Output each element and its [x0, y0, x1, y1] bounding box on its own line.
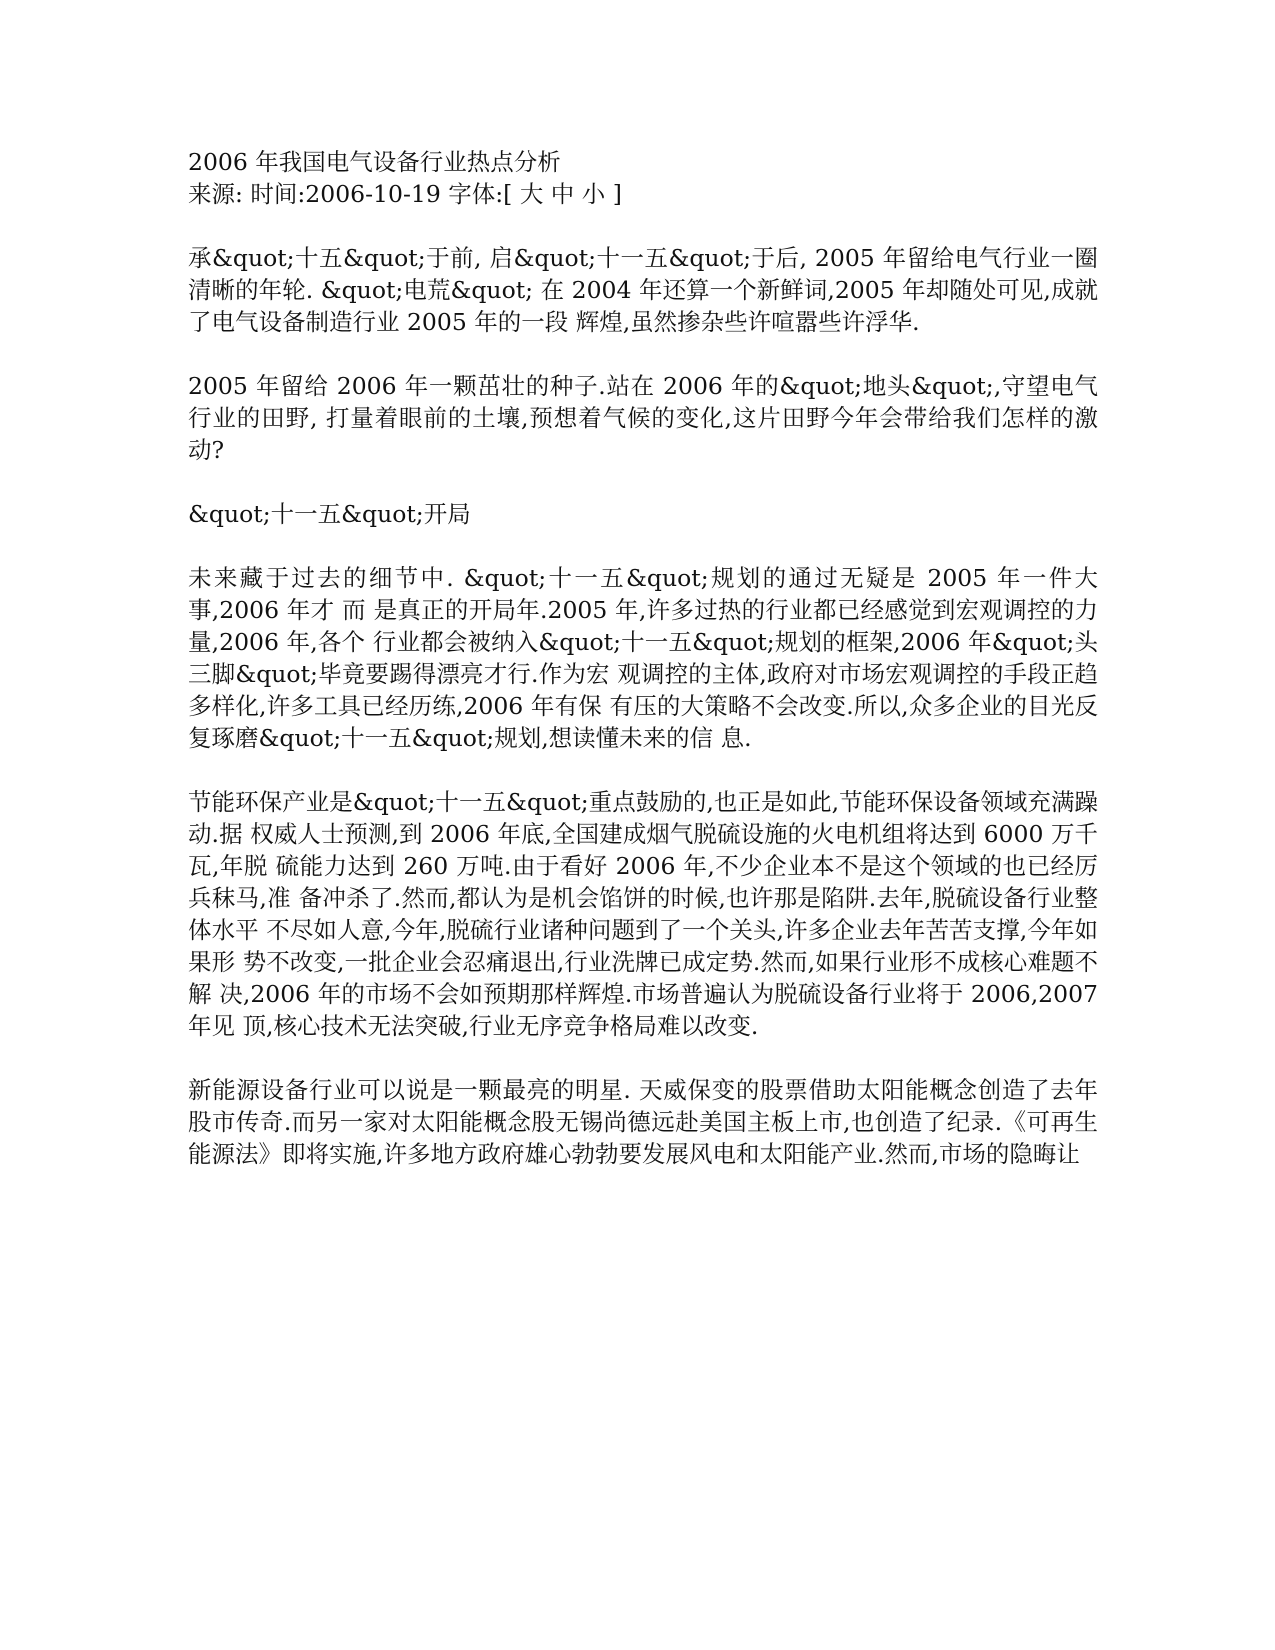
paragraph-energy-saving: 节能环保产业是&quot;十一五&quot;重点鼓励的,也正是如此,节能环保设备领域充满躁动.据 权威人士预测,到 2006 年底,全国建成烟气脱硫设施的火电机组将达到 6000 万千瓦,年脱 硫能力达到 260 万吨.由于看好 2006 年,不少企业本不是这个领域的也已经厉兵秣马,准 备冲杀了.然而,都认为是机会馅饼的时候,也许那是陷阱.去年,脱硫设备行业整体水平 不尽如人意,今年,脱硫行业诸种问题到了一个关头,许多企业去年苦苦支撑,今年如果形 势不改变,一批企业会忍痛退出,行业洗牌已成定势.然而,如果行业形不成核心难题不解 决,2006 年的市场不会如预期那样辉煌.市场普遍认为脱硫设备行业将于 2006,2007 年见 顶,核心技术无法突破,行业无序竞争格局难以改变. — [188, 788, 1098, 1040]
section-heading: &quot;十一五&quot;开局 — [188, 500, 471, 528]
paragraph-planning: 未来藏于过去的细节中. &quot;十一五&quot;规划的通过无疑是 2005 年一件大事,2006 年才 而 是真正的开局年.2005 年,许多过热的行业都已经感觉到宏观调控的力量,2006 年,各个 行业都会被纳入&quot;十一五&quot;规划的框架,2006 年&quot;头三脚&quot;毕竟要踢得漂亮才行.作为宏 观调控的主体,政府对市场宏观调控的手段正趋多样化,许多工具已经历练,2006 年有保 有压的大策略不会改变.所以,众多企业的目光反复琢磨&quot;十一五&quot;规划,想读懂未来的信 息. — [188, 564, 1098, 752]
paragraph-outlook: 2005 年留给 2006 年一颗茁壮的种子.站在 2006 年的&quot;地头&quot;,守望电气行业的田野, 打量着眼前的土壤,预想着气候的变化,这片田野今年会带给我们怎样的激动? — [188, 372, 1098, 464]
article-meta-line: 来源: 时间:2006-10-19 字体:[ 大 中 小 ] — [188, 180, 622, 208]
article-title: 2006 年我国电气设备行业热点分析 — [188, 148, 561, 176]
spacer — [188, 210, 1098, 242]
article-body — [188, 146, 1098, 1202]
paragraph-new-energy: 新能源设备行业可以说是一颗最亮的明星. 天威保变的股票借助太阳能概念创造了去年 股市传奇.而另一家对太阳能概念股无锡尚德远赴美国主板上市,也创造了纪录.《可再生 能源法》即将实施,许多地方政府雄心勃勃要发展风电和太阳能产业.然而,市场的隐晦让 — [188, 1076, 1098, 1168]
paragraph-intro: 承&quot;十五&quot;于前, 启&quot;十一五&quot;于后, 2005 年留给电气行业一圈清晰的年轮. &quot;电荒&quot; 在 2004 年还算一个新鲜词,2005 年却随处可见,成就了电气设备制造行业 2005 年的一段 辉煌,虽然掺杂些许喧嚣些许浮华. — [188, 244, 1098, 336]
